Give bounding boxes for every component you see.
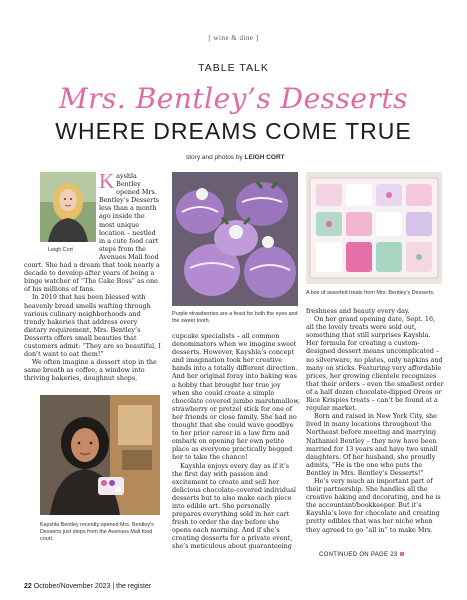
article-col3	[306, 307, 444, 534]
author-photo-caption: Leigh Cort	[48, 247, 73, 253]
issue-date: October/November 2023	[33, 583, 111, 590]
byline-author: LEIGH CORT	[244, 154, 285, 161]
byline-prefix: story and photos by	[186, 154, 243, 161]
paragraph: He’s very much an important part of their partnership. She handles all the creative baking and decorating, and he is the accountant/bookkeeper. But it’s Kayshla’s love for chocolate and creating pretty edibles that was her niche when they agreed to go “all in” to make Mrs.	[306, 476, 441, 534]
title-main: WHERE DREAMS COME TRUE	[55, 118, 412, 144]
paragraph: On her grand opening date, Sept. 16, all the lovely treats were sold out, something that still surprises Kayshla. Her formula for creating a custom-designed dessert means uncomplicated – no silverware, no plates, only napkins and many on sticks. Featuring very affordable prices, her growing clientele recognizes that their orders – even the smallest order of a half dozen chocolate-dipped Oreos or Rice Krispies treats – can’t be found at a regular market.	[306, 315, 444, 413]
paragraph: In 2019 that has been blessed with heavenly bread smells wafting through various culinary neighborhoods and trendy bakeries that address every dietary requirement, Mrs. Bentley’s Desserts offers small beauties that customers admit: “They are so beautiful, I don’t want to eat them!”	[24, 293, 161, 359]
treats-box-photo	[306, 172, 442, 284]
photo-float-spacer	[24, 172, 99, 260]
dropcap: K	[99, 169, 115, 193]
page-footer	[24, 583, 151, 590]
section-tag: [ wine & dine ]	[208, 34, 259, 42]
square-bullet-icon	[400, 552, 404, 556]
byline	[186, 154, 285, 161]
paragraph: We often imagine a dessert stop in the same breath as coffee, a window into thriving bakeries, doughnut shops,	[24, 358, 157, 383]
title-script: Mrs. Bentley’s Desserts	[58, 82, 408, 115]
kayshla-photo	[40, 395, 160, 515]
footer-separator: |	[112, 583, 115, 590]
continued-text: CONTINUED ON PAGE 23	[319, 552, 398, 558]
paragraph: Kayshla enjoys every day as if it’s the first day with passion and excitement to create and sell her delicious chocolate-covered individual desserts but to also make each piece into edible art. She personally prepares everything sold in her cart fresh to order the day before she opens each morning. And if she’s creating desserts for a private event, she’s meticulous about guaranteeing	[172, 461, 296, 551]
kicker: TABLE TALK	[198, 62, 269, 74]
kayshla-caption: Kayshla Bentley recently opened Mrs. Bentley’s Desserts just steps from the Avenues Mall food court.	[40, 522, 154, 542]
paragraph: freshness and beauty every day.	[306, 307, 410, 315]
page-number: 22	[24, 583, 32, 590]
article-col2	[172, 332, 300, 551]
strawberries-caption: Purple strawberries are a feast for both the eyes and the sweet tooth.	[172, 311, 298, 324]
publication-name: the register	[116, 583, 152, 590]
paragraph: Born and raised in New York City, she lived in many locations throughout the Northeast before meeting and marrying Nathaniel Bentley – they now have been married for 13 years and have two small daughters. Of her husband, she proudly admits, “He is the one who puts the Bentley in Mrs. Bentley’s Desserts!”	[306, 412, 438, 477]
paragraph: cupcake specialists – all common denominators when we imagine sweet desserts. However, Kayshla’s concept and imagination took her creative hands into a totally different direction. And her original foray into baking was a hobby that brought her true joy when she could create a simple chocolate covered jumbo marshmallow, strawberry or pretzel stick for one of her friends or close family. She had no thought that she could wave goodbye to her prior career in a law firm and embark on opening her own petite place as everyone practically begged her to take the chance!	[172, 332, 300, 462]
article-col1	[24, 169, 162, 383]
treats-box-caption: A box of assorted treats from Mrs. Bentley’s Desserts.	[306, 290, 435, 296]
intro-text: ayshla Bentley opened Mrs. Bentley’s Desserts less than a month ago inside the most unique location – nestled in a cute food cart steps from the Avenues Mall food court. She had a dream that took nearly a decade to develop after years of being a binge watcher of “The Cake Boss” as one of his millions of fans.	[24, 172, 160, 294]
strawberries-photo	[172, 172, 298, 306]
continued-notice	[319, 552, 404, 558]
